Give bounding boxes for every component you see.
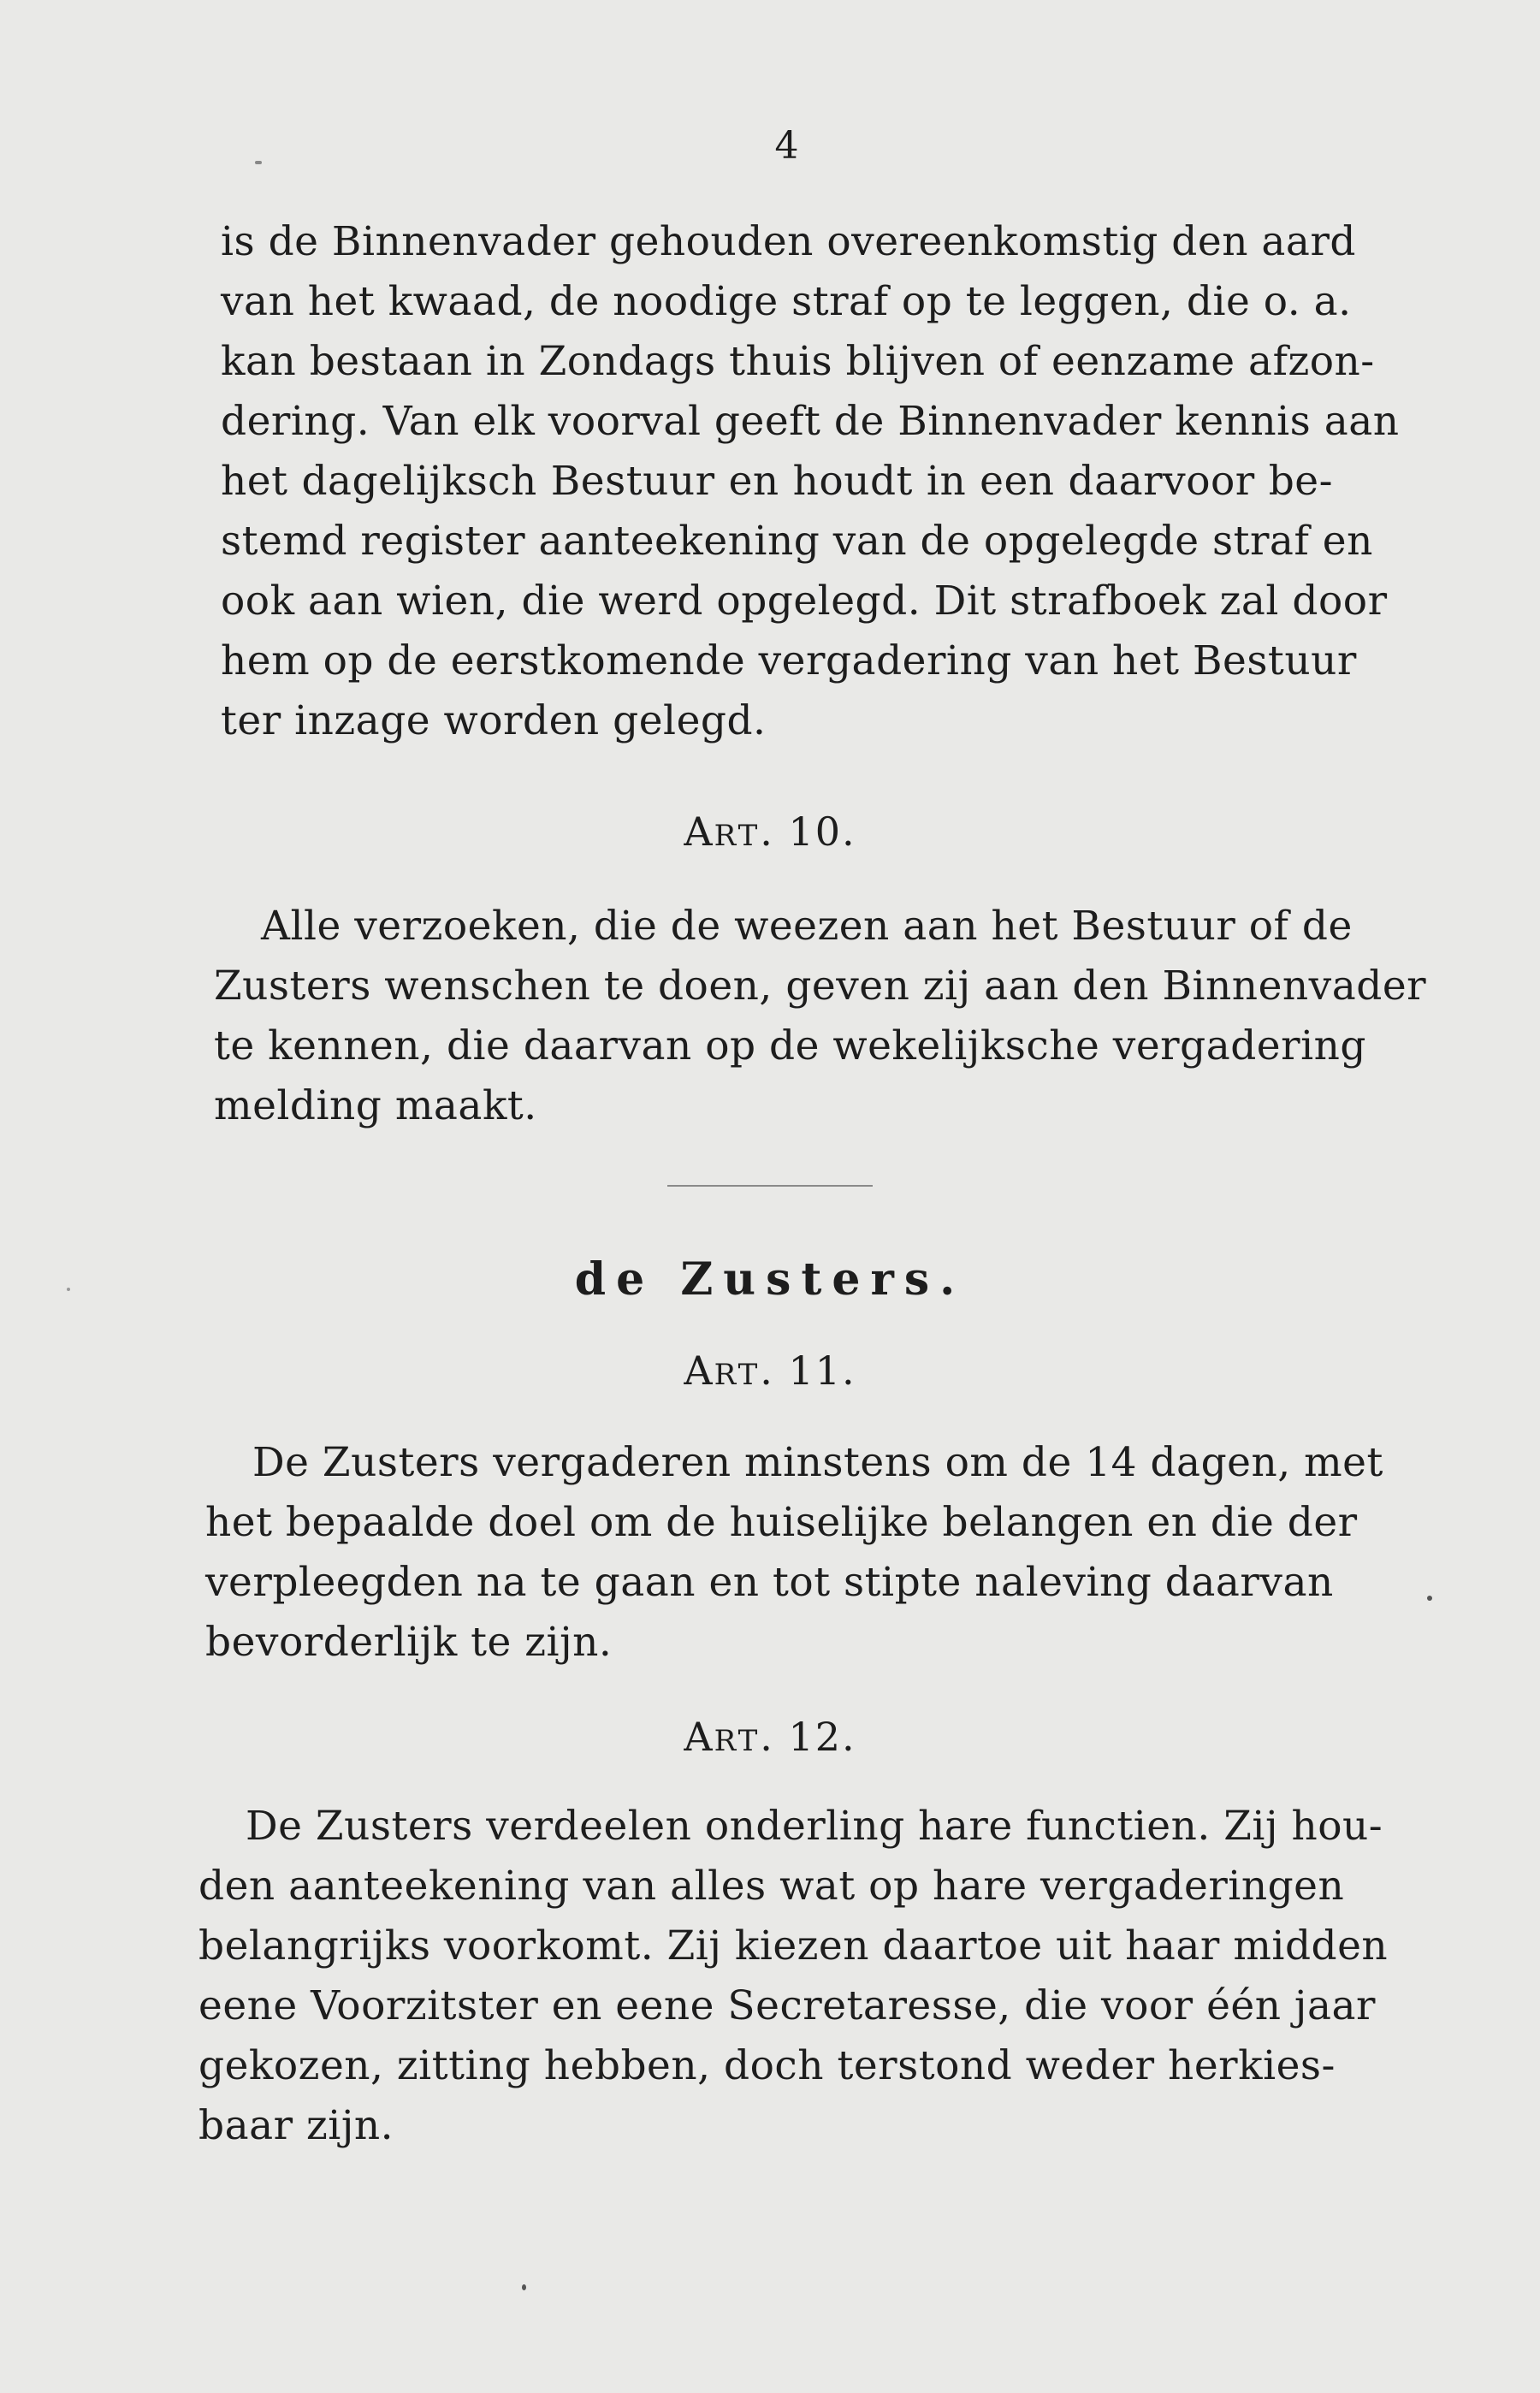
article-heading-smallcaps: RT [714, 1724, 761, 1758]
scan-speck [1427, 1596, 1432, 1601]
page-number: 4 [774, 124, 800, 168]
text-line: te kennen, die daarvan op de wekelijksche vergadering [214, 1022, 1366, 1069]
article-heading-prefix: A [684, 1714, 714, 1760]
text-line: gekozen, zitting hebben, doch terstond weder herkies- [198, 2042, 1336, 2089]
text-line: De Zusters verdeelen onderling hare functien. Zij hou- [246, 1803, 1383, 1850]
article-heading-10 [0, 809, 1540, 855]
article-body-10 [214, 897, 1427, 1136]
text-line: het bepaalde doel om de huiselijke belangen en die der [205, 1499, 1358, 1546]
article-heading-number: . 10. [760, 809, 856, 855]
article-heading-prefix: A [684, 1348, 714, 1394]
article-heading-number: . 12. [760, 1714, 856, 1760]
text-line: Alle verzoeken, die de weezen aan het Bestuur of de [261, 903, 1353, 950]
text-line: bevorderlijk te zijn. [205, 1619, 613, 1666]
text-line: ook aan wien, die werd opgelegd. Dit strafboek zal door [221, 578, 1388, 625]
text-line: dering. Van elk voorval geeft de Binnenvader kennis aan [221, 398, 1400, 445]
text-line: melding maakt. [214, 1082, 537, 1129]
text-line: baar zijn. [198, 2102, 394, 2149]
article-body-11 [205, 1433, 1383, 1673]
scan-speck [255, 161, 262, 164]
section-title: de Zusters. [574, 1253, 966, 1306]
text-line: stemd register aanteekening van de opgelegde straf en [221, 518, 1373, 565]
text-line: belangrijks voorkomt. Zij kiezen daartoe uit haar midden [198, 1922, 1389, 1969]
article-heading-11 [0, 1348, 1540, 1394]
article-body-12 [198, 1797, 1389, 2156]
text-line: verpleegden na te gaan en tot stipte naleving daarvan [205, 1559, 1334, 1606]
text-line: hem op de eerstkomende vergadering van het Bestuur [221, 637, 1357, 684]
article-heading-smallcaps: RT [714, 1358, 761, 1392]
scan-speck [522, 2284, 526, 2290]
article-heading-smallcaps: RT [714, 819, 761, 853]
article-heading-prefix: A [684, 809, 714, 855]
text-line: De Zusters vergaderen minstens om de 14 dagen, met [252, 1439, 1383, 1486]
scan-speck [67, 1288, 70, 1291]
text-line: eene Voorzitster en eene Secretaresse, die voor één jaar [198, 1982, 1377, 2029]
article-heading-number: . 11. [760, 1348, 856, 1394]
text-line: is de Binnenvader gehouden overeenkomstig den aard [221, 218, 1357, 265]
text-line: het dagelijksch Bestuur en houdt in een daarvoor be- [221, 458, 1333, 505]
section-divider [667, 1185, 873, 1187]
text-line: van het kwaad, de noodige straf op te leggen, die o. a. [221, 278, 1352, 325]
paragraph-intro [221, 212, 1400, 751]
text-line: Zusters wenschen te doen, geven zij aan den Binnenvader [214, 963, 1427, 1010]
text-line: kan bestaan in Zondags thuis blijven of eenzame afzon- [221, 338, 1375, 385]
article-heading-12 [0, 1714, 1540, 1760]
text-line: ter inzage worden gelegd. [221, 697, 767, 744]
text-line: den aanteekening van alles wat op hare vergaderingen [198, 1863, 1345, 1910]
